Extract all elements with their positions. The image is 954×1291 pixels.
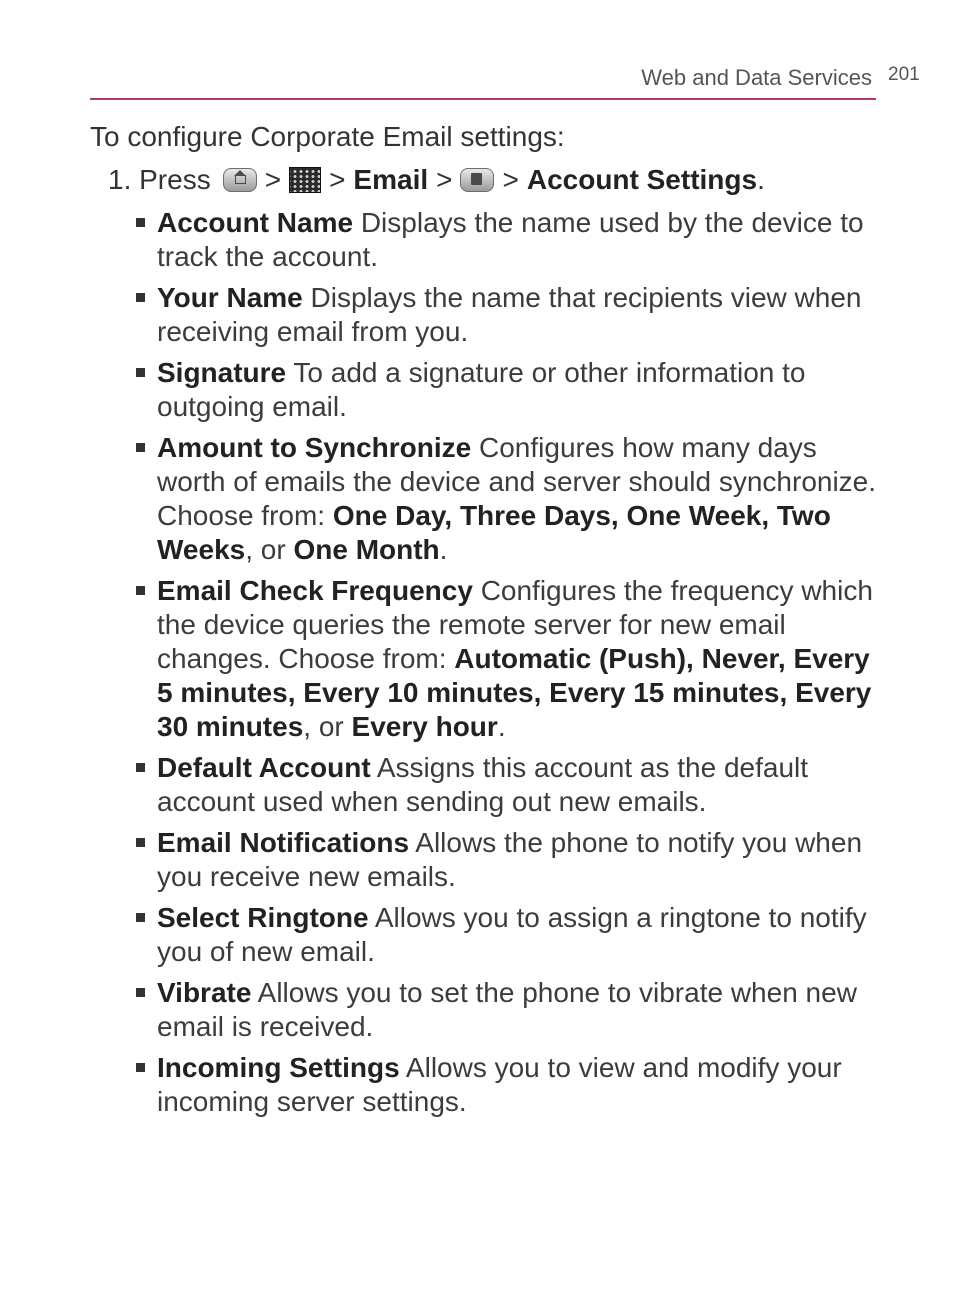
- item-term: Email Check Frequency: [157, 575, 473, 606]
- item-description: Configures the frequency which the device queries the remote server for new email changes. Choose from:: [157, 575, 873, 674]
- separator: >: [329, 164, 346, 195]
- list-item-account-name: [136, 206, 881, 274]
- item-term: Incoming Settings: [157, 1052, 400, 1083]
- list-item-incoming-settings: [136, 1051, 881, 1119]
- item-description: Assigns this account as the default account used when sending out new emails.: [157, 752, 809, 817]
- item-description: Allows the phone to notify you when you receive new emails.: [157, 827, 863, 892]
- list-item-select-ringtone: [136, 901, 881, 969]
- step-number: 1. Press: [108, 164, 211, 195]
- page-header: [90, 62, 876, 100]
- item-term: Default Account: [157, 752, 371, 783]
- list-item-vibrate: [136, 976, 881, 1044]
- separator: >: [436, 164, 453, 195]
- account-settings-label: Account Settings: [526, 164, 758, 195]
- item-description: Allows you to view and modify your incoming server settings.: [157, 1052, 842, 1117]
- intro-heading: To configure Corporate Email settings:: [90, 121, 565, 152]
- applications-icon: [289, 167, 321, 193]
- item-description: Allows you to set the phone to vibrate when new email is received.: [157, 977, 857, 1042]
- list-item-your-name: [136, 281, 881, 349]
- section-title: Web and Data Services: [641, 65, 872, 90]
- step-1: [108, 164, 765, 196]
- item-or: , or: [245, 534, 286, 565]
- item-options: Automatic (Push), Never, Every 5 minutes, Every 10 minutes, Every 15 minutes, Every 30 minutes: [157, 643, 872, 742]
- list-item-default-account: [136, 751, 881, 819]
- list-item-email-notifications: [136, 826, 881, 894]
- item-end: .: [439, 534, 448, 565]
- list-item-amount-to-synchronize: [136, 431, 881, 567]
- item-description: Allows you to assign a ringtone to notify you of new email.: [157, 902, 867, 967]
- step-period: .: [757, 164, 765, 195]
- item-or: , or: [303, 711, 344, 742]
- separator: >: [264, 164, 282, 195]
- item-term: Vibrate: [157, 977, 252, 1008]
- item-options: One Day, Three Days, One Week, Two Weeks: [157, 500, 831, 565]
- item-term: Account Name: [157, 207, 354, 238]
- list-item-signature: [136, 356, 881, 424]
- email-label: Email: [353, 164, 429, 195]
- home-key-icon: [223, 168, 257, 192]
- item-term: Signature: [157, 357, 287, 388]
- item-term: Amount to Synchronize: [157, 432, 472, 463]
- separator: >: [502, 164, 519, 195]
- item-term: Select Ringtone: [157, 902, 369, 933]
- item-end: .: [497, 711, 506, 742]
- item-description: Configures how many days worth of emails the device and server should synchronize. Choose from:: [157, 432, 877, 531]
- list-item-email-check-frequency: [136, 574, 881, 744]
- item-description: To add a signature or other information to outgoing email.: [157, 357, 806, 422]
- settings-list: [136, 206, 881, 1126]
- page-number: 201: [888, 64, 920, 85]
- item-description: Displays the name that recipients view when receiving email from you.: [157, 282, 862, 347]
- item-last-option: Every hour: [351, 711, 498, 742]
- item-term: Your Name: [157, 282, 303, 313]
- item-term: Email Notifications: [157, 827, 410, 858]
- item-description: Displays the name used by the device to track the account.: [157, 207, 864, 272]
- menu-key-icon: [460, 168, 494, 192]
- item-last-option: One Month: [293, 534, 440, 565]
